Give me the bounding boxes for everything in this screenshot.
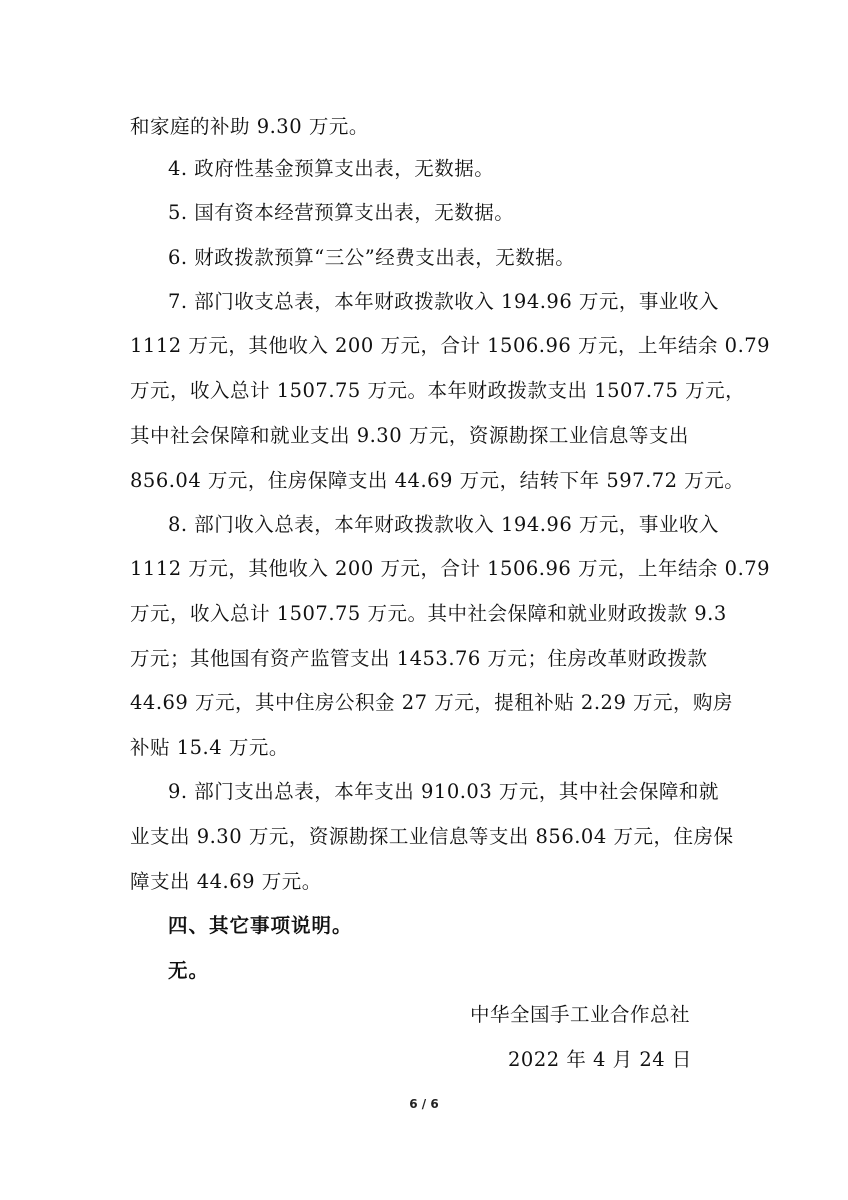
- list-item: 5. 国有资本经营预算支出表，无数据。: [168, 201, 515, 224]
- body-line: 万元；其他国有资产监管支出 1453.76 万元；住房改革财政拨款: [130, 647, 708, 670]
- body-line: 856.04 万元，住房保障支出 44.69 万元，结转下年 597.72 万元。: [130, 469, 745, 492]
- list-item: 9. 部门支出总表，本年支出 910.03 万元，其中社会保障和就: [168, 780, 719, 803]
- signature-date: 2022 年 4 月 24 日: [508, 1048, 692, 1071]
- section-heading: 四、其它事项说明。: [168, 914, 353, 937]
- body-line: 障支出 44.69 万元。: [130, 870, 322, 893]
- list-item: 8. 部门收入总表，本年财政拨款收入 194.96 万元，事业收入: [168, 513, 719, 536]
- section-body: 无。: [168, 959, 210, 982]
- body-line: 其中社会保障和就业支出 9.30 万元，资源勘探工业信息等支出: [130, 424, 689, 447]
- body-line: 万元，收入总计 1507.75 万元。其中社会保障和就业财政拨款 9.3: [130, 602, 727, 625]
- body-line: 1112 万元，其他收入 200 万元，合计 1506.96 万元，上年结余 0.79: [130, 557, 771, 580]
- body-line: 44.69 万元，其中住房公积金 27 万元，提租补贴 2.29 万元，购房: [130, 691, 734, 714]
- list-item: 7. 部门收支总表，本年财政拨款收入 194.96 万元，事业收入: [168, 290, 719, 313]
- body-line: 补贴 15.4 万元。: [130, 736, 289, 759]
- body-line: 1112 万元，其他收入 200 万元，合计 1506.96 万元，上年结余 0.79: [130, 334, 771, 357]
- list-item: 4. 政府性基金预算支出表，无数据。: [168, 157, 495, 180]
- list-item: 6. 财政拨款预算“三公”经费支出表，无数据。: [168, 246, 576, 269]
- page-number: 6 / 6: [409, 1097, 439, 1111]
- body-line: 和家庭的补助 9.30 万元。: [130, 115, 369, 138]
- signature-organization: 中华全国手工业合作总社: [470, 1003, 691, 1026]
- body-line: 业支出 9.30 万元，资源勘探工业信息等支出 856.04 万元，住房保: [130, 825, 734, 848]
- body-line: 万元，收入总计 1507.75 万元。本年财政拨款支出 1507.75 万元，: [130, 379, 746, 402]
